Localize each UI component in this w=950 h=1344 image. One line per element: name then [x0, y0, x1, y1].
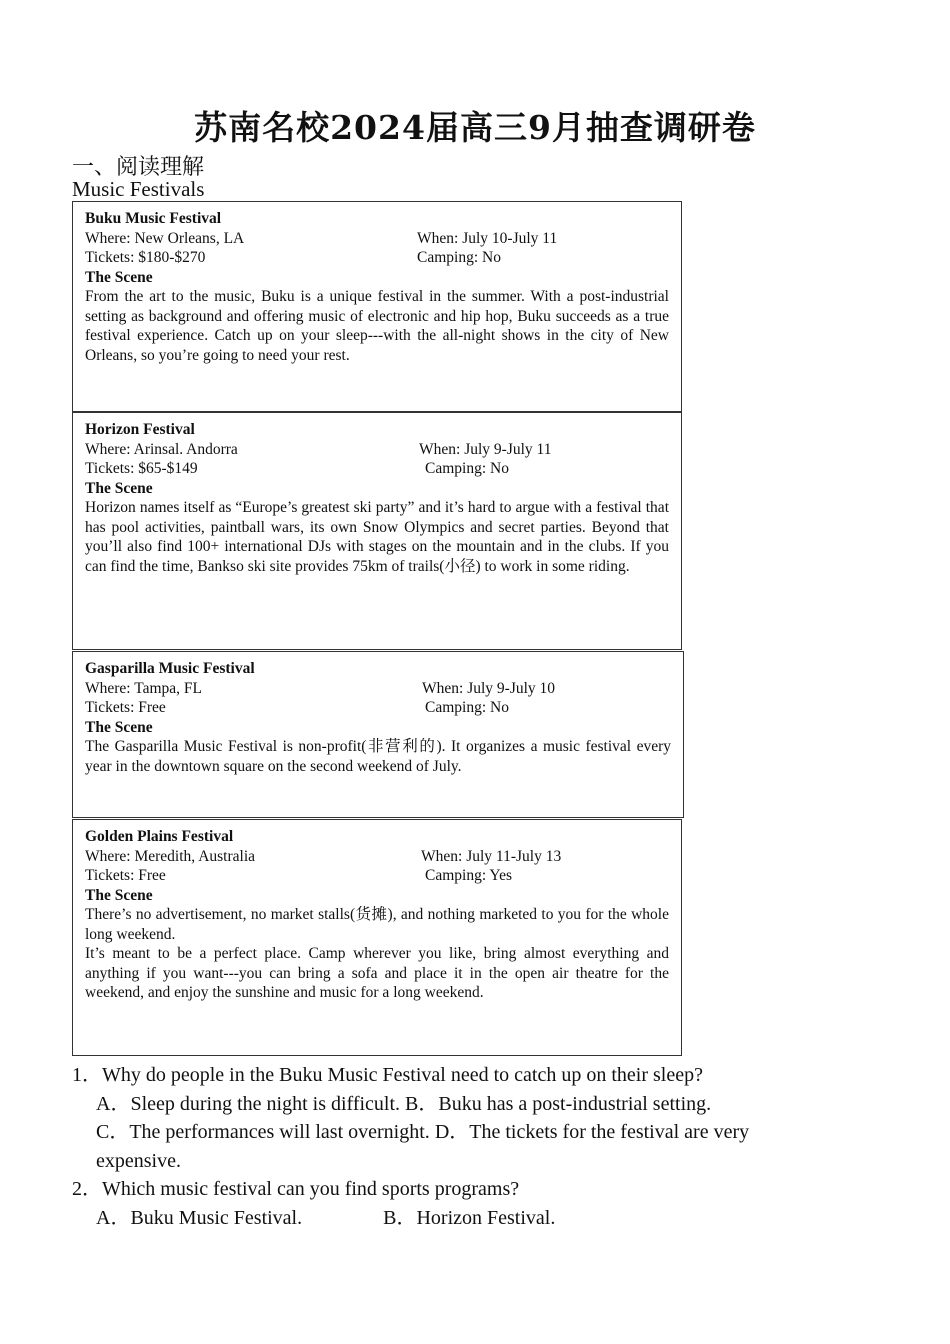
- festival-camping: Camping: Yes: [425, 867, 512, 884]
- scene-label: The Scene: [85, 718, 153, 736]
- festival-card-buku: [72, 201, 682, 412]
- festival-name: Buku Music Festival: [85, 210, 222, 227]
- option-d[interactable]: D．The tickets for the festival are very: [434, 1121, 750, 1143]
- passage-title: Music Festivals: [72, 177, 205, 201]
- festival-where: Where: Arinsal. Andorra: [85, 440, 238, 458]
- page-title: 苏南名校2024届高三9月抽查调研卷: [194, 108, 756, 147]
- festival-camping: Camping: No: [417, 249, 501, 266]
- festival-camping: Camping: No: [425, 699, 509, 716]
- festival-card-gasparilla: [72, 651, 684, 818]
- festival-description: From the art to the music, Buku is a unique festival in the summer. With a post-industrial setting as background and offering music of electronic and hip hop, Buku succeeds as a true festival experience. Catch up on your sleep---with the all-night shows in the city of New Orleans, so you’re going to need your rest.: [85, 288, 669, 364]
- question-stem: 1．Why do people in the Buku Music Festival need to catch up on their sleep?: [72, 1064, 703, 1086]
- festival-description-continued: It’s meant to be a perfect place. Camp wherever you like, bring almost everything and anything if you want---you can bring a sofa and place it in the open air theatre for the weekend, and enjoy the sunshine and music for a long weekend.: [85, 945, 669, 1001]
- festival-name: Gasparilla Music Festival: [85, 660, 255, 677]
- festival-where: Where: New Orleans, LA: [85, 229, 245, 247]
- option-a[interactable]: A．Sleep during the night is difficult.: [96, 1092, 401, 1115]
- scene-label: The Scene: [85, 479, 153, 497]
- festival-tickets: Tickets: $180-$270: [85, 249, 206, 266]
- option-d-continued: expensive.: [96, 1149, 181, 1172]
- scene-label: The Scene: [85, 268, 153, 286]
- option-b[interactable]: B．Horizon Festival.: [383, 1206, 556, 1229]
- scene-label: The Scene: [85, 886, 153, 904]
- section-heading: 一、阅读理解: [72, 155, 205, 180]
- festival-description: The Gasparilla Music Festival is non-profit(非营利的). It organizes a music festival every year in the downtown square on the second weekend of July.: [85, 738, 671, 775]
- festival-name: Golden Plains Festival: [85, 828, 234, 845]
- festival-card-horizon: [72, 412, 682, 650]
- festival-when: When: July 11-July 13: [421, 847, 562, 865]
- question-list: [72, 1061, 842, 1232]
- question-stem: 2．Which music festival can you find sports programs?: [72, 1178, 520, 1200]
- festival-card-golden-plains: [72, 819, 682, 1056]
- festival-when: When: July 10-July 11: [417, 229, 558, 247]
- festival-tickets: Tickets: $65-$149: [85, 460, 198, 477]
- festival-where: Where: Tampa, FL: [85, 679, 202, 697]
- festival-when: When: July 9-July 10: [422, 679, 556, 697]
- festival-tickets: Tickets: Free: [85, 867, 166, 884]
- festival-name: Horizon Festival: [85, 421, 195, 438]
- festival-description: Horizon names itself as “Europe’s greatest ski party” and it’s hard to argue with a festival that has pool activities, paintball wars, its own Snow Olympics and secret parties. Beyond that you’ll also find 100+ international DJs with stages on the mountain and in the clubs. If you can find the time, Bankso ski site provides 75km of trails(小径) to work in some riding.: [85, 499, 669, 575]
- festival-when: When: July 9-July 11: [419, 440, 552, 458]
- option-b[interactable]: B．Buku has a post-industrial setting.: [405, 1092, 712, 1115]
- festival-where: Where: Meredith, Australia: [85, 847, 256, 865]
- festival-camping: Camping: No: [425, 460, 509, 477]
- option-c[interactable]: C．The performances will last overnight.: [96, 1121, 430, 1143]
- festival-description: There’s no advertisement, no market stalls(货摊), and nothing marketed to you for the whole long weekend.: [85, 906, 669, 943]
- festival-tickets: Tickets: Free: [85, 699, 166, 716]
- option-a[interactable]: A．Buku Music Festival.: [96, 1206, 303, 1229]
